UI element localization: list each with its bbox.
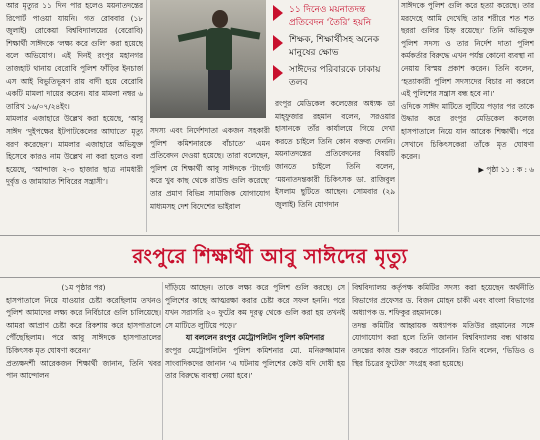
bullet-text: সাঈদের পরিবারকে ঢাকায় তলব — [289, 65, 381, 88]
continued-from-note: (১ম পৃষ্ঠার পর) — [61, 283, 106, 292]
paragraph: রংপুর মেট্রোপলিটন পুলিশ কমিশনার মো. মনিরুজ্জামান সাংবাদিকদের জানান ‘এ ঘটনায় পুলিশের কেউ যদি দোষী হয় তার বিরুদ্ধে ব্যবস্থা নেয়া হবে।’ — [165, 345, 345, 381]
paragraph: প্রত্যক্ষদর্শী আরেকজন শিক্ষার্থী জানান, তিনি খবর পান আন্দোলন — [6, 358, 161, 381]
paragraph: মামলার এজাহারে উল্লেখ করা হয়েছে, ‘আবু সাঈদ ‘দুইপক্ষের ইটপাটকেলের আঘাতে’ মৃত্যু বরণ করেছেন’। মামলার এজাহারে অভিযুক্ত হিসেবে কারও নাম উল্লেখ না করা হলেও বলা হয়েছে, ‘আন্দাজ ২-৩ হাজার ছাত্র নামধারী দুর্বৃত্ত ও জামায়াত শিবিরের সন্ত্রাসী’। — [6, 114, 143, 187]
paragraph: তদন্ত কমিটির আহ্বায়ক অধ্যাপক মতিউর রহমানের সঙ্গে যোগাযোগ করা হলে তিনি জানান বিশ্ববিদ্যালয় বন্ধ থাকায় তদন্তের কাজ শুরু করতে পারেননি। তিনি বলেন, ‘ভিডিও ও স্থির চিত্রের ফুটেজ’ সংগ্রহ করা হয়েছে। — [352, 320, 534, 368]
red-arrow-icon — [273, 65, 283, 81]
paragraph: আর মৃত্যুর ১১ দিন পার হলেও ময়নাতদন্তের রিপোর্ট পাওয়া যায়নি। গত রোববার (১৮ জুলাই) রোকেয়া বিশ্ববিদ্যালয়ের (বেরোবি) শিক্ষার্থী সাঈদকে ‘লক্ষ্য করে গুলি’ করা হয়েছে বলে অভিযোগ। এই দিনই রংপুর মহানগর তাজহাট থানায় বেরোবি পুলিশ ফাঁড়ির ইনচার্জ এস আই বিভুতিভূষণ রায় বাদী হয়ে বেরোবি একটি মামলা দায়ের করেন। যার মামলা নম্বর ৬ তারিখ ১৬/০৭/২৪ইং। — [6, 1, 143, 111]
column-divider — [348, 282, 349, 440]
news-photo — [150, 0, 266, 118]
paragraph: দাঁড়িয়ে আছেন। তাকে লক্ষ্য করে পুলিশ গুলি করছে। সে পুলিশের কাছে আত্মরক্ষা করার চেষ্টা করে সফল হননি। পরে যখন সরাসরি ২০ ফুটের কম দূরত্ব থেকে গুলি করা হয় তখনই সে মাটিতে লুটিয়ে পড়ে।’ — [165, 283, 345, 330]
bottom-column-2 — [165, 282, 345, 440]
bullet-text: ১১ দিনেও ময়নাতদন্ত প্রতিবেদন ‘তৈরি’ হয়নি — [289, 5, 372, 28]
subheading: যা বললেন রংপুর মেট্রোপলিটন পুলিশ কমিশনার — [185, 333, 325, 343]
photo-person-body — [206, 28, 232, 70]
bullet-text: শিক্ষক, শিক্ষার্থীসহ অনেক মানুষের ক্ষোভ — [289, 35, 380, 58]
horizontal-rule — [0, 235, 540, 236]
bottom-column-3 — [352, 282, 534, 440]
paragraph: রংপুর মেডিকেল কলেজের অধ্যক্ষ ডা মাহ্ফুজার রহমান বলেন, সরওয়ার হাসানকে তাঁর কার্যালয়ে গিয়ে দেখা করতে চাইলে তিনি কোন বক্তব্য দেননি। ময়নাতদন্তের প্রতিবেদনের বিষয়টি জানতে চাইলে তিনি বলেন, ‘ময়নাতদন্তকারী চিকিৎসক ডা. রাজিবুল ইসলাম ছুটিতে আছেন। সোমবার (২৯ জুলাই) তিনি যোগদান — [275, 99, 395, 209]
paragraph: হাসপাতালে নিয়ে যাওয়ার চেষ্টা করেছিলাম তখনও পুলিশ আমাদের লক্ষ্য করে নির্বিচারে গুলি চালিয়েছে। আমরা আপ্রাণ চেষ্টা করে রিকশায় করে হাসপাতালে পৌঁছেছিলাম। পরে আবু সাঈদকে হাসপাতালের চিকিৎসক মৃত ঘোষণা করেন।’ — [6, 295, 161, 355]
column-divider — [162, 282, 163, 440]
paragraph: সাঈদকে পুলিশ গুলি করে হত্যা করেছে। তার মরদেহে আমি দেখেছি তার শরীরে শত শত ছররা গুলির চিহ্ন রয়েছে।’ তিনি অভিযুক্ত পুলিশ সদস্য ও তার নির্দেশ দাতা পুলিশ কর্মকর্তার বিরুদ্ধে এখন পর্যন্ত কোনো ব্যবস্থা না নেয়ায় বিস্ময় প্রকাশ করেন। তিনি বলেন, ‘হত্যাকারী পুলিশ সদস্যদের বিচার না করলে এই পুলিশের সন্ত্রাস বন্ধ হবে না।’ — [401, 1, 534, 99]
horizontal-rule — [0, 277, 540, 278]
paragraph: বিশ্ববিদ্যালয় কর্তৃপক্ষ কমিটির সদস্য করা হয়েছেন অর্থনীতি বিভাগের প্রফেসর ড. বিজন মোহন চাকী এবং বাংলা বিভাগের অধ্যাপক ড. শফিকুর রহমানকে। — [352, 283, 534, 318]
paragraph: ওদিকে সাঈদ মাটিতে লুটিয়ে পড়ার পর তাকে উদ্ধার করে রংপুর মেডিকেল কলেজ হাসপাতালে নিয়ে যান আরেক শিক্ষার্থী। পরে সেখানে চিকিৎসকেরা তাঁকে মৃত ঘোষণা করেন। — [401, 101, 534, 162]
top-column-3 — [275, 98, 395, 232]
bullet-item — [273, 64, 397, 90]
article-headline: রংপুরে শিক্ষার্থী আবু সাঈদের মৃত্যু — [132, 244, 408, 268]
top-column-2 — [150, 125, 270, 232]
bullet-item — [273, 4, 397, 30]
column-divider — [398, 0, 399, 232]
top-column-4 — [401, 0, 534, 232]
red-arrow-icon — [273, 35, 283, 51]
paragraph: সদস্য এবং নির্দেশদাতা একজন সহকারী পুলিশ কমিশনারকে বাঁচাতে’ এমন প্রতিবেদন দেওয়া হয়েছে। তারা বলেছেন, পুলিশ যে শিক্ষার্থী আবু সাঈদকে ‘টার্গেট করে খুব কাছ থেকে রাউন্ড গুলি করেছে’ তার প্রমাণ বিভিন্ন সামাজিক যোগাযোগ মাধ্যমসহ দেশ বিদেশের ভাইরাল — [150, 126, 270, 211]
photo-arm-left — [178, 29, 209, 42]
bullet-item — [273, 34, 397, 60]
column-divider — [146, 0, 147, 232]
highlight-bullets — [273, 0, 397, 88]
continuation-text: পৃষ্ঠা ১১ : ক : ৬ — [486, 164, 534, 174]
red-arrow-icon — [273, 5, 283, 21]
top-column-1 — [6, 0, 143, 232]
continuation-note: ▶ পৃষ্ঠা ১১ : ক : ৬ — [478, 164, 534, 174]
photo-person-legs — [208, 70, 230, 110]
photo-arm-right — [230, 27, 261, 39]
photo-person-head — [212, 10, 228, 28]
bottom-column-1 — [6, 282, 161, 440]
